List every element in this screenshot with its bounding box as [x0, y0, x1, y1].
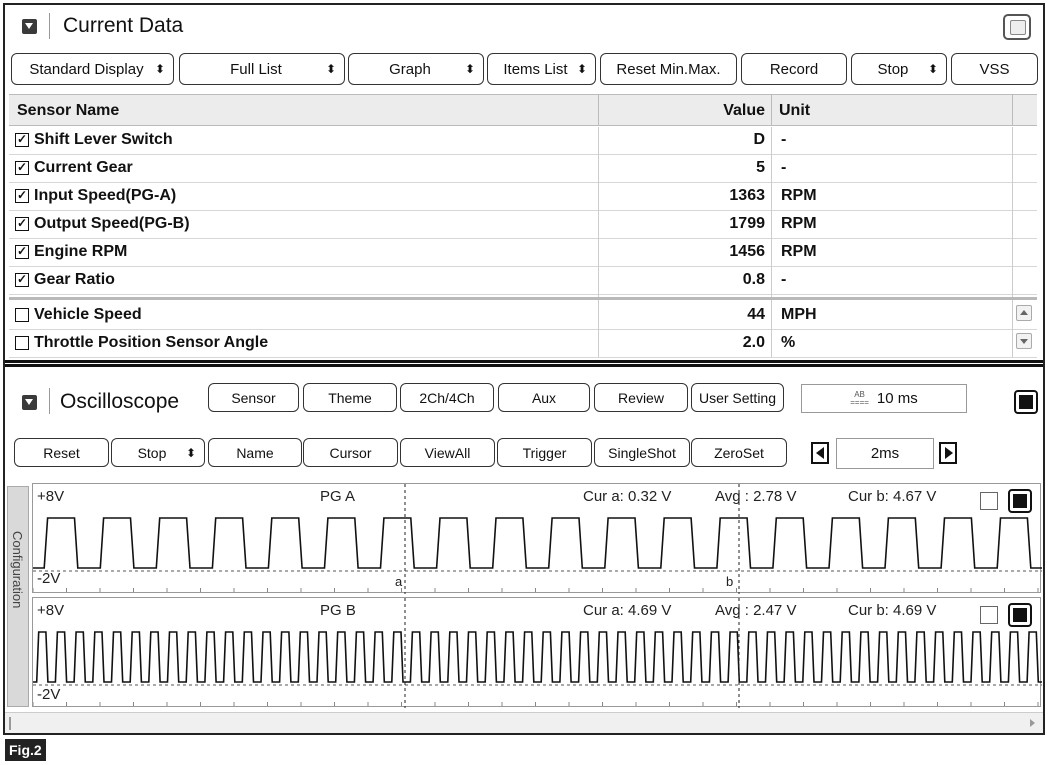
column-value[interactable]: Value [723, 102, 765, 119]
span-decrease-icon[interactable] [811, 442, 829, 464]
sensor-row[interactable] [9, 127, 1037, 155]
sensor-checkbox[interactable] [15, 217, 29, 231]
button-label: Review [618, 389, 664, 406]
span-increase-icon[interactable] [939, 442, 957, 464]
channel-pg-b[interactable] [32, 597, 1041, 707]
span-value: 2ms [870, 445, 900, 462]
sensor-value: 44 [747, 306, 765, 323]
horizontal-scrollbar[interactable] [5, 712, 1043, 733]
osc-zeroset-button[interactable] [691, 438, 787, 467]
sensor-value: 2.0 [742, 334, 765, 351]
sensor-table-header [9, 94, 1037, 126]
button-label: Theme [328, 389, 372, 406]
channel-min-label: -2V [37, 686, 61, 703]
collapse-arrow-icon[interactable] [22, 19, 37, 34]
sensor-row[interactable] [9, 155, 1037, 183]
timebase-icon-top: AB [854, 389, 865, 399]
timebase-value: 10 ms [876, 390, 918, 407]
osc-singleshot-button[interactable] [594, 438, 690, 467]
sensor-name: Gear Ratio [34, 271, 115, 288]
average-reading: Avg : 2.47 V [715, 602, 797, 619]
header-divider [49, 388, 50, 414]
oscilloscope-window-toggle-icon[interactable] [1014, 390, 1038, 414]
sensor-row[interactable] [9, 267, 1037, 295]
oscilloscope-collapse-icon[interactable] [22, 395, 37, 410]
osc-cursor-button[interactable] [303, 438, 398, 467]
toolbar-record-button[interactable] [741, 53, 847, 85]
oscilloscope-title: Oscilloscope [60, 390, 180, 413]
sensor-row[interactable] [9, 239, 1037, 267]
channel-name: PG B [320, 602, 356, 619]
toolbar-items-list-select[interactable] [487, 53, 596, 85]
button-label: User Setting [698, 389, 777, 406]
sensor-unit: - [781, 159, 787, 176]
checkmark-icon: ✓ [16, 132, 28, 146]
osc-trigger-button[interactable] [497, 438, 592, 467]
checkmark-icon: ✓ [16, 216, 28, 230]
sensor-value: 5 [756, 159, 765, 176]
button-label: Sensor [231, 389, 276, 406]
sensor-unit: RPM [781, 187, 817, 204]
channel-max-label: +8V [37, 488, 65, 505]
osc-name-button[interactable] [208, 438, 302, 467]
current-data-title: Current Data [63, 14, 184, 37]
scroll-up-icon[interactable] [1016, 305, 1032, 321]
sensor-name: Shift Lever Switch [34, 131, 173, 148]
osc-theme-button[interactable] [303, 383, 397, 412]
button-label: Aux [531, 389, 557, 406]
sensor-checkbox[interactable] [15, 245, 29, 259]
cursor-a-reading: Cur a: 0.32 V [583, 488, 672, 505]
cursor-b-reading: Cur b: 4.67 V [848, 488, 937, 505]
osc-aux-button[interactable] [498, 383, 590, 412]
configuration-tab-label: Configuration [10, 531, 25, 609]
toolbar-stop-select[interactable] [851, 53, 947, 85]
channel-color-toggle-icon[interactable] [1008, 489, 1032, 513]
osc-reset-button[interactable] [14, 438, 109, 467]
signal-trace [33, 632, 1042, 682]
window-toggle-icon[interactable] [1003, 14, 1031, 40]
column-sensor-name[interactable]: Sensor Name [17, 102, 120, 119]
select-arrows-icon: ⬍ [576, 62, 587, 76]
toolbar-vss-button[interactable] [951, 53, 1038, 85]
channel-pg-a[interactable] [32, 483, 1041, 593]
column-divider [1012, 95, 1013, 126]
toolbar-graph-select[interactable] [348, 53, 484, 85]
button-label: ViewAll [424, 444, 471, 461]
header-divider [49, 13, 50, 39]
select-arrows-icon: ⬍ [927, 62, 938, 76]
osc-sensor-button[interactable] [208, 383, 299, 412]
fixed-rows-separator [9, 297, 1037, 300]
button-label: Record [769, 60, 819, 78]
sensor-checkbox[interactable] [15, 308, 29, 322]
sensor-checkbox[interactable] [15, 161, 29, 175]
sensor-checkbox[interactable] [15, 273, 29, 287]
cursor-a-reading: Cur a: 4.69 V [583, 602, 672, 619]
button-label: Graph [389, 60, 431, 78]
toolbar-reset-min-max-button[interactable] [600, 53, 737, 85]
scrollbar-thumb[interactable] [9, 717, 11, 730]
cursor-b-reading: Cur b: 4.69 V [848, 602, 937, 619]
osc-2ch-4ch-button[interactable] [400, 383, 494, 412]
button-label: Stop [877, 60, 909, 78]
button-label: SingleShot [608, 444, 676, 461]
sensor-name: Vehicle Speed [34, 306, 142, 323]
sensor-unit: % [781, 334, 796, 351]
button-label: VSS [979, 60, 1010, 78]
timebase-icon-bottom: ==== [850, 397, 869, 407]
osc-review-button[interactable] [594, 383, 688, 412]
sensor-unit: MPH [781, 306, 817, 323]
current-data-header [5, 5, 1043, 47]
button-label: ZeroSet [714, 444, 764, 461]
button-label: Items List [503, 60, 568, 78]
sensor-value: 1799 [729, 215, 765, 232]
toolbar-standard-display-select[interactable] [11, 53, 174, 85]
channel-name: PG A [320, 488, 356, 505]
sensor-unit: RPM [781, 215, 817, 232]
sensor-value: 0.8 [742, 271, 765, 288]
button-label: 2Ch/4Ch [419, 389, 475, 406]
column-divider [598, 127, 599, 357]
toolbar-full-list-select[interactable] [179, 53, 345, 85]
cursor-b-marker[interactable]: b [726, 574, 734, 589]
panel-splitter[interactable] [5, 360, 1043, 367]
column-divider [771, 95, 772, 126]
osc-viewall-button[interactable] [400, 438, 495, 467]
timebase-icon [850, 391, 869, 407]
average-reading: Avg : 2.78 V [715, 488, 797, 505]
sensor-row[interactable] [9, 183, 1037, 211]
sensor-value: 1456 [729, 243, 765, 260]
channel-min-label: -2V [37, 570, 61, 587]
osc-user-setting-button[interactable] [691, 383, 784, 412]
signal-trace [33, 518, 1042, 568]
sensor-name: Output Speed(PG-B) [34, 215, 190, 232]
channel-checkbox[interactable] [980, 492, 998, 510]
button-label: Reset [43, 444, 80, 461]
button-label: Stop [137, 444, 167, 461]
button-label: Reset Min.Max. [616, 60, 721, 78]
sensor-name: Throttle Position Sensor Angle [34, 334, 269, 351]
column-divider [598, 95, 599, 126]
sensor-unit: - [781, 131, 787, 148]
sensor-name: Input Speed(PG-A) [34, 187, 177, 204]
cursor-a-marker[interactable]: a [395, 574, 403, 589]
checkmark-icon: ✓ [16, 244, 28, 258]
sensor-row[interactable] [9, 211, 1037, 239]
figure-label: Fig.2 [5, 739, 46, 761]
channel-checkbox[interactable] [980, 606, 998, 624]
button-label: Full List [230, 60, 282, 78]
sensor-name: Engine RPM [34, 243, 128, 260]
select-arrows-icon: ⬍ [464, 62, 475, 76]
column-divider [1012, 127, 1013, 357]
button-label: Trigger [522, 444, 567, 461]
span-display [836, 438, 934, 469]
sensor-value: 1363 [729, 187, 765, 204]
sensor-name: Current Gear [34, 159, 133, 176]
sensor-value: D [753, 131, 765, 148]
button-label: Name [236, 444, 274, 461]
select-arrows-icon: ⬍ [185, 445, 196, 460]
select-arrows-icon: ⬍ [154, 62, 165, 76]
checkmark-icon: ✓ [16, 188, 28, 202]
channel-max-label: +8V [37, 602, 65, 619]
sensor-checkbox[interactable] [15, 133, 29, 147]
sensor-checkbox[interactable] [15, 189, 29, 203]
button-label: Standard Display [29, 60, 144, 78]
column-divider [771, 127, 772, 357]
configuration-tab[interactable] [7, 486, 29, 707]
channel-color-toggle-icon[interactable] [1008, 603, 1032, 627]
sensor-checkbox[interactable] [15, 336, 29, 350]
checkmark-icon: ✓ [16, 160, 28, 174]
checkmark-icon: ✓ [16, 272, 28, 286]
scroll-right-icon[interactable] [1030, 719, 1035, 727]
select-arrows-icon: ⬍ [325, 62, 336, 76]
osc-stop-select[interactable] [111, 438, 205, 467]
timebase-display[interactable] [801, 384, 967, 413]
sensor-row[interactable] [9, 330, 1037, 358]
sensor-unit: - [781, 271, 787, 288]
scroll-down-icon[interactable] [1016, 333, 1032, 349]
button-label: Cursor [329, 444, 372, 461]
scan-tool-window [3, 3, 1045, 735]
column-unit[interactable]: Unit [779, 102, 811, 119]
sensor-row[interactable] [9, 302, 1037, 330]
sensor-unit: RPM [781, 243, 817, 260]
